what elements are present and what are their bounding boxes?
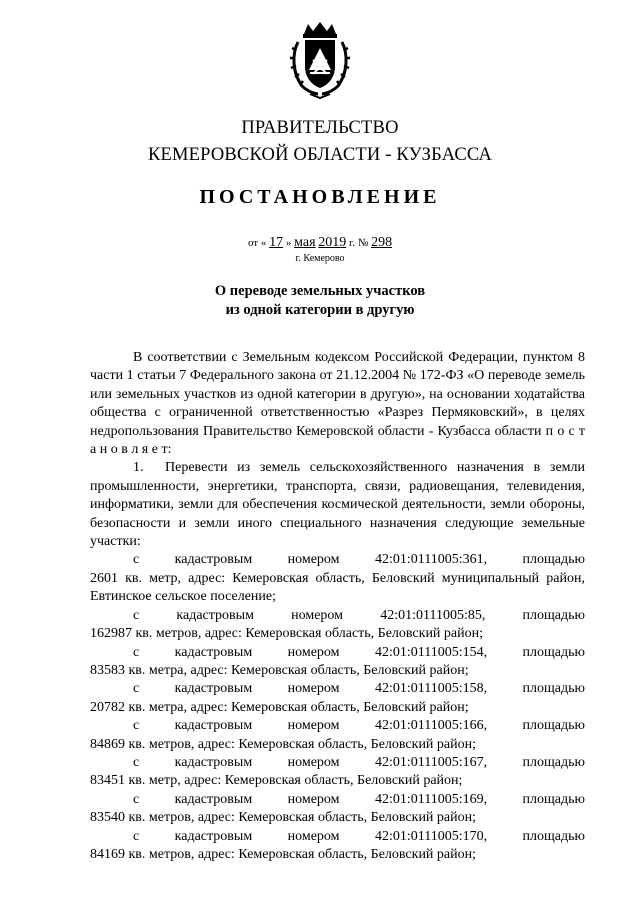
parcel-first-line: [90, 791, 585, 809]
parcel-area-word: площадью: [522, 828, 585, 844]
parcel-first-line: [90, 828, 585, 846]
parcel-cadastral-word: кадастровым: [174, 718, 253, 734]
item-1-number: 1.: [133, 460, 144, 476]
parcel-item: [90, 680, 585, 717]
parcel-first-line: [90, 607, 585, 625]
parcel-area-word: площадью: [522, 644, 585, 660]
parcel-first-line: [90, 754, 585, 772]
date-prefix: от «: [247, 237, 267, 249]
parcel-item: [90, 644, 585, 681]
parcel-details: 2601 кв. метр, адрес: Кемеровская область, Беловский муниципальный район, Евтинское сельское поселение;: [90, 570, 585, 605]
parcel-cadastral-number: 42:01:0111005:166,: [374, 718, 488, 734]
parcel-number-word: номером: [287, 644, 340, 660]
parcel-cadastral-word: кадастровым: [174, 754, 253, 770]
item-1-text: Перевести из земель сельскохозяйственного назначения в земли промышленности, энергетики, транспорта, связи, радиовещания, телевидения, информатики, земли для обеспечения космической деятельности, земли обороны, безопасности и земли иного специального назначения следующие земельные участки:: [90, 460, 585, 550]
city: г. Кемерово: [295, 253, 345, 264]
parcel-number-word: номером: [291, 607, 344, 623]
parcel-details: 162987 кв. метров, адрес: Кемеровская область, Беловский район;: [90, 626, 484, 642]
parcel-prefix: с: [133, 552, 140, 568]
government-name-line1: ПРАВИТЕЛЬСТВО: [241, 118, 399, 138]
parcel-number-word: номером: [287, 828, 340, 844]
subject-line1: О переводе земельных участков: [214, 283, 426, 299]
parcel-prefix: с: [133, 644, 140, 660]
parcel-cadastral-number: 42:01:0111005:85,: [380, 607, 486, 623]
parcel-area-word: площадью: [522, 718, 585, 734]
parcel-first-line: [90, 717, 585, 735]
parcel-cadastral-number: 42:01:0111005:158,: [374, 681, 488, 697]
parcel-prefix: с: [133, 791, 140, 807]
parcel-number-word: номером: [287, 791, 340, 807]
parcel-number-word: номером: [287, 681, 340, 697]
subject-line2: из одной категории в другую: [225, 302, 415, 318]
parcel-cadastral-number: 42:01:0111005:361,: [374, 552, 488, 568]
date-day: 17: [269, 235, 284, 250]
parcel-cadastral-word: кадастровым: [174, 791, 253, 807]
parcel-item: [90, 754, 585, 791]
parcel-prefix: с: [133, 718, 140, 734]
parcel-number-word: номером: [287, 718, 340, 734]
date-year: 2019: [318, 235, 347, 250]
parcel-details: 84869 кв. метров, адрес: Кемеровская область, Беловский район;: [90, 736, 477, 752]
parcel-area-word: площадью: [522, 607, 585, 623]
parcel-item: [90, 791, 585, 828]
number-label: №: [357, 237, 369, 249]
parcel-prefix: с: [133, 681, 140, 697]
date-line: [0, 235, 640, 251]
parcel-details: 83451 кв. метр, адрес: Кемеровская область, Беловский район;: [90, 773, 463, 789]
parcel-first-line: [90, 551, 585, 569]
preamble-paragraph: В соответствии с Земельным кодексом Российской Федерации, пунктом 8 части 1 статьи 7 Федерального закона от 21.12.2004 № 172-ФЗ «О переводе земель или земельных участков из одной категории в другую», на основании ходатайства общества с ограниченной ответственностью «Разрез Пермяковский», в целях недропользования Правительство Кемеровской области - Кузбасса области п о с т а н о в л я е т:: [90, 350, 585, 458]
parcel-area-word: площадью: [522, 552, 585, 568]
item-1-paragraph: [90, 459, 585, 551]
parcel-item: [90, 717, 585, 754]
parcel-item: [90, 551, 585, 606]
parcel-cadastral-word: кадастровым: [174, 828, 253, 844]
coat-of-arms-icon: [288, 20, 352, 100]
parcel-number-word: номером: [287, 552, 340, 568]
parcel-details: 83540 кв. метров, адрес: Кемеровская область, Беловский район;: [90, 810, 477, 826]
government-name-line2: КЕМЕРОВСКОЙ ОБЛАСТИ - КУЗБАССА: [147, 145, 493, 165]
parcel-cadastral-number: 42:01:0111005:169,: [374, 791, 488, 807]
parcel-prefix: с: [133, 828, 140, 844]
document-body: [90, 349, 585, 864]
parcel-prefix: с: [133, 607, 140, 623]
parcel-number-word: номером: [287, 754, 340, 770]
parcel-cadastral-word: кадастровым: [176, 607, 254, 623]
parcel-details: 84169 кв. метров, адрес: Кемеровская область, Беловский район;: [90, 846, 477, 862]
document-type: ПОСТАНОВЛЕНИЕ: [199, 186, 441, 208]
parcel-cadastral-word: кадастровым: [174, 644, 253, 660]
parcel-item: [90, 828, 585, 865]
parcel-cadastral-number: 42:01:0111005:170,: [374, 828, 488, 844]
parcel-details: 83583 кв. метра, адрес: Кемеровская область, Беловский район;: [90, 662, 469, 678]
parcel-cadastral-number: 42:01:0111005:167,: [374, 754, 488, 770]
parcel-area-word: площадью: [522, 681, 585, 697]
date-month: мая: [294, 235, 316, 250]
date-year-suffix: г.: [349, 237, 356, 249]
parcel-cadastral-number: 42:01:0111005:154,: [374, 644, 488, 660]
parcel-cadastral-word: кадастровым: [174, 552, 253, 568]
parcel-first-line: [90, 644, 585, 662]
document-number: 298: [371, 235, 393, 250]
parcel-details: 20782 кв. метра, адрес: Кемеровская область, Беловский район;: [90, 699, 469, 715]
parcel-cadastral-word: кадастровым: [174, 681, 253, 697]
parcel-area-word: площадью: [522, 791, 585, 807]
parcel-area-word: площадью: [522, 754, 585, 770]
parcel-item: [90, 607, 585, 644]
parcel-list: [90, 551, 585, 864]
parcel-prefix: с: [133, 754, 140, 770]
parcel-first-line: [90, 680, 585, 698]
date-sep: »: [285, 237, 292, 249]
